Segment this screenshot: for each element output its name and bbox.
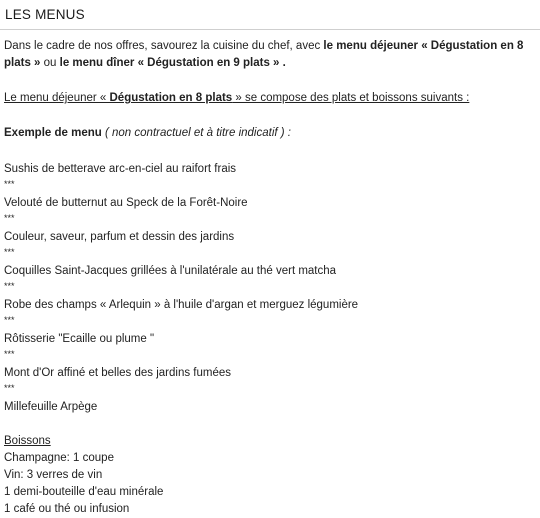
drink-item: 1 café ou thé ou infusion: [4, 503, 130, 515]
dish-item: Robe des champs « Arlequin » à l'huile d'argan et merguez légumière: [4, 299, 359, 311]
dish-item: Mont d'Or affiné et belles des jardins fumées: [4, 367, 231, 379]
dish-separator: ***: [4, 383, 15, 393]
drinks-section: [4, 433, 532, 518]
dish-separator: ***: [4, 213, 15, 223]
drink-item: Champagne: 1 coupe: [4, 452, 114, 464]
menu-line-text-2: » se compose des plats et boissons suivants :: [232, 92, 470, 104]
example-note: ( non contractuel et à titre indicatif ) :: [101, 127, 291, 139]
dinner-menu-name: le menu dîner « Dégustation en 9 plats » .: [59, 57, 286, 69]
dish-separator: ***: [4, 349, 15, 359]
dish-item: Velouté de butternut au Speck de la Forêt-Noire: [4, 197, 248, 209]
drinks-title: Boissons: [4, 435, 51, 447]
dish-item: Sushis de betterave arc-en-ciel au raifort frais: [4, 163, 237, 175]
dish-separator: ***: [4, 281, 15, 291]
dish-separator: ***: [4, 315, 15, 325]
intro-text-2: ou: [40, 57, 60, 69]
lunch-menu-name: le menu déjeuner « Dégustation en 8 plats »: [4, 40, 524, 69]
lunch-menu-description: [4, 90, 532, 107]
example-label: Exemple de menu: [4, 127, 102, 139]
menu-line-bold: Dégustation en 8 plats: [109, 92, 233, 104]
example-heading: [4, 125, 532, 142]
dish-list: [4, 161, 532, 416]
menu-line-text-1: Le menu déjeuner «: [4, 92, 110, 104]
dish-item: Millefeuille Arpège: [4, 401, 98, 413]
intro-paragraph: [4, 38, 532, 72]
dish-separator: ***: [4, 179, 15, 189]
intro-text-1: Dans le cadre de nos offres, savourez la cuisine du chef, avec: [4, 40, 324, 52]
menu-content: [4, 38, 532, 518]
drink-item: Vin: 3 verres de vin: [4, 469, 103, 481]
dish-item: Couleur, saveur, parfum et dessin des jardins: [4, 231, 235, 243]
dish-separator: ***: [4, 247, 15, 257]
drink-item: 1 demi-bouteille d'eau minérale: [4, 486, 164, 498]
dish-item: Coquilles Saint-Jacques grillées à l'unilatérale au thé vert matcha: [4, 265, 337, 277]
dish-item: Rôtisserie "Ecaille ou plume ": [4, 333, 155, 345]
page-title: LES MENUS: [5, 7, 85, 22]
title-bar: [0, 0, 540, 30]
